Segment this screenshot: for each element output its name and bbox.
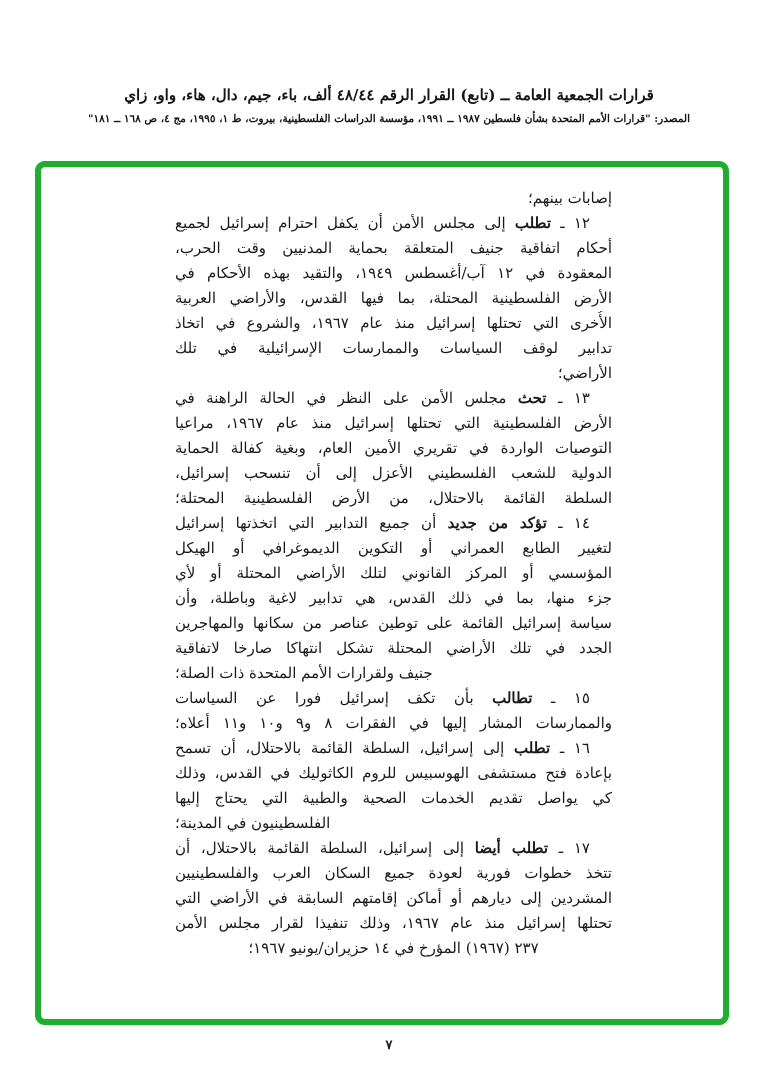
text-line: [175, 211, 612, 236]
text-segment: ١٧ ـ: [548, 839, 590, 857]
text-segment: والممارسات المشار إليها في الفقرات ٨ و٩ و١٠ و١١ أعلاه؛: [175, 714, 612, 732]
text-segment: مجلس الأمن على النظر في الحالة الراهنة في: [175, 389, 518, 407]
text-line: [175, 661, 612, 686]
text-segment: سياسة إسرائيل القائمة على توطين عناصر من سكانها والمهاجرين: [175, 614, 612, 632]
text-segment: المعقودة في ١٢ آب/أغسطس ١٩٤٩، والتقيد بهذه الأحكام في: [175, 264, 612, 282]
text-segment: ١٦ ـ: [550, 739, 590, 757]
text-line: [175, 536, 612, 561]
text-segment: الأرض الفلسطينية المحتلة، بما فيها القدس، والأراضي العربية: [175, 289, 612, 307]
text-line: [175, 861, 612, 886]
text-line: [175, 711, 612, 736]
text-segment: ١٥ ـ: [532, 689, 590, 707]
text-line: [175, 436, 612, 461]
text-segment: أحكام اتفاقية جنيف المتعلقة بحماية المدنيين وقت الحرب،: [175, 239, 612, 257]
text-line: [175, 586, 612, 611]
document-body: [175, 186, 612, 961]
text-segment: بأن تكف إسرائيل فورا عن السياسات: [175, 689, 493, 707]
text-segment: الأرض الفلسطينية التي تحتلها إسرائيل منذ عام ١٩٦٧، مراعيا: [175, 414, 612, 432]
text-line: [175, 186, 612, 211]
text-line: [175, 836, 612, 861]
text-segment: المؤسسي أو المركز القانوني لتلك الأراضي المحتلة أو لأي: [175, 564, 612, 582]
text-segment: تتخذ خطوات فورية لعودة جميع السكان العرب والفلسطينيين: [175, 864, 612, 882]
text-segment: التوصيات الواردة في تقريري الأمين العام، وبغية كفالة الحماية: [175, 439, 612, 457]
text-segment: الفلسطينيون في المدينة؛: [175, 814, 331, 832]
text-segment: لتغيير الطابع العمراني أو التكوين الديموغرافي أو الهيكل: [175, 539, 612, 557]
text-line: [175, 461, 612, 486]
text-line: [175, 486, 612, 511]
bold-segment: تطلب أيضا: [474, 839, 549, 857]
bold-segment: تطالب: [492, 689, 533, 707]
page-number: ٧: [385, 1038, 393, 1053]
text-line: [175, 611, 612, 636]
text-segment: الدولية للشعب الفلسطيني الأعزل إلى أن تنسحب إسرائيل،: [175, 464, 612, 482]
text-segment: ١٤ ـ: [546, 514, 591, 532]
text-segment: الأراضي؛: [557, 364, 612, 382]
text-line: [175, 786, 612, 811]
text-segment: إلى إسرائيل، السلطة القائمة بالاحتلال، أن: [175, 839, 475, 857]
text-line: [175, 261, 612, 286]
text-segment: تدابير لوقف السياسات والممارسات الإسرائيلية في تلك: [175, 339, 612, 357]
text-segment: الأُخرى التي تحتلها إسرائيل منذ عام ١٩٦٧، والشروع في اتخاذ: [175, 314, 612, 332]
header-source-line: المصدر: "قرارات الأمم المتحدة بشأن فلسطين ١٩٨٧ ــ ١٩٩١، مؤسسة الدراسات الفلسطينية، بيروت، ط ١، ١٩٩٥، مج ٤، ص ١٦٨ ــ ١٨١": [87, 113, 691, 125]
text-line: [175, 236, 612, 261]
text-segment: السلطة القائمة بالاحتلال، من الأرض الفلسطينية المحتلة؛: [175, 489, 612, 507]
text-line: [175, 911, 612, 936]
text-segment: تحتلها إسرائيل منذ عام ١٩٦٧، وذلك تنفيذا لقرار مجلس الأمن: [175, 914, 612, 932]
text-line: [175, 736, 612, 761]
text-segment: بإعادة فتح مستشفى الهوسبيس للروم الكاثوليك في القدس، وذلك: [175, 764, 612, 782]
text-segment: جزء منها، بما في ذلك القدس، هي تدابير لاغية وباطلة، وأن: [175, 589, 612, 607]
text-segment: إلى إسرائيل، السلطة القائمة بالاحتلال، أن تسمح: [175, 739, 514, 757]
bold-segment: تحث: [517, 389, 547, 407]
text-line: [175, 336, 612, 361]
bold-segment: تؤكد من جديد: [447, 514, 547, 532]
text-segment: ٢٣٧ (١٩٦٧) المؤرخ في ١٤ حزيران/يونيو ١٩٦٧؛: [248, 939, 539, 957]
text-segment: الجدد في تلك الأراضي المحتلة تشكل انتهاكا صارخا لاتفاقية: [175, 639, 612, 657]
text-segment: إلى مجلس الأمن أن يكفل احترام إسرائيل لجميع: [175, 214, 515, 232]
bold-segment: تطلب: [513, 739, 551, 757]
text-line: [175, 636, 612, 661]
text-line: [175, 311, 612, 336]
text-segment: ١٣ ـ: [546, 389, 590, 407]
text-segment: أن جميع التدابير التي اتخذتها إسرائيل: [175, 514, 448, 532]
text-line: [175, 286, 612, 311]
text-line: [175, 361, 612, 386]
text-segment: جنيف ولقرارات الأمم المتحدة ذات الصلة؛: [175, 664, 433, 682]
text-line: [175, 386, 612, 411]
text-segment: كي يواصل تقديم الخدمات الصحية والطبية التي يحتاج إليها: [175, 789, 612, 807]
text-line: [175, 811, 612, 836]
text-segment: المشردين إلى ديارهم أو أماكن إقامتهم السابقة في الأراضي التي: [175, 889, 612, 907]
text-segment: ١٢ ـ: [551, 214, 590, 232]
bold-segment: تطلب: [514, 214, 552, 232]
text-line: [175, 511, 612, 536]
text-line: [175, 561, 612, 586]
text-line: [175, 761, 612, 786]
text-segment: إصابات بينهم؛: [527, 189, 612, 207]
text-line: [175, 411, 612, 436]
text-line: [175, 936, 612, 961]
text-line: [175, 686, 612, 711]
header-title: قرارات الجمعية العامة ــ (تابع) القرار الرقم ٤٨/٤٤ ألف، باء، جيم، دال، هاء، واو، زاي: [124, 86, 654, 104]
text-line: [175, 886, 612, 911]
